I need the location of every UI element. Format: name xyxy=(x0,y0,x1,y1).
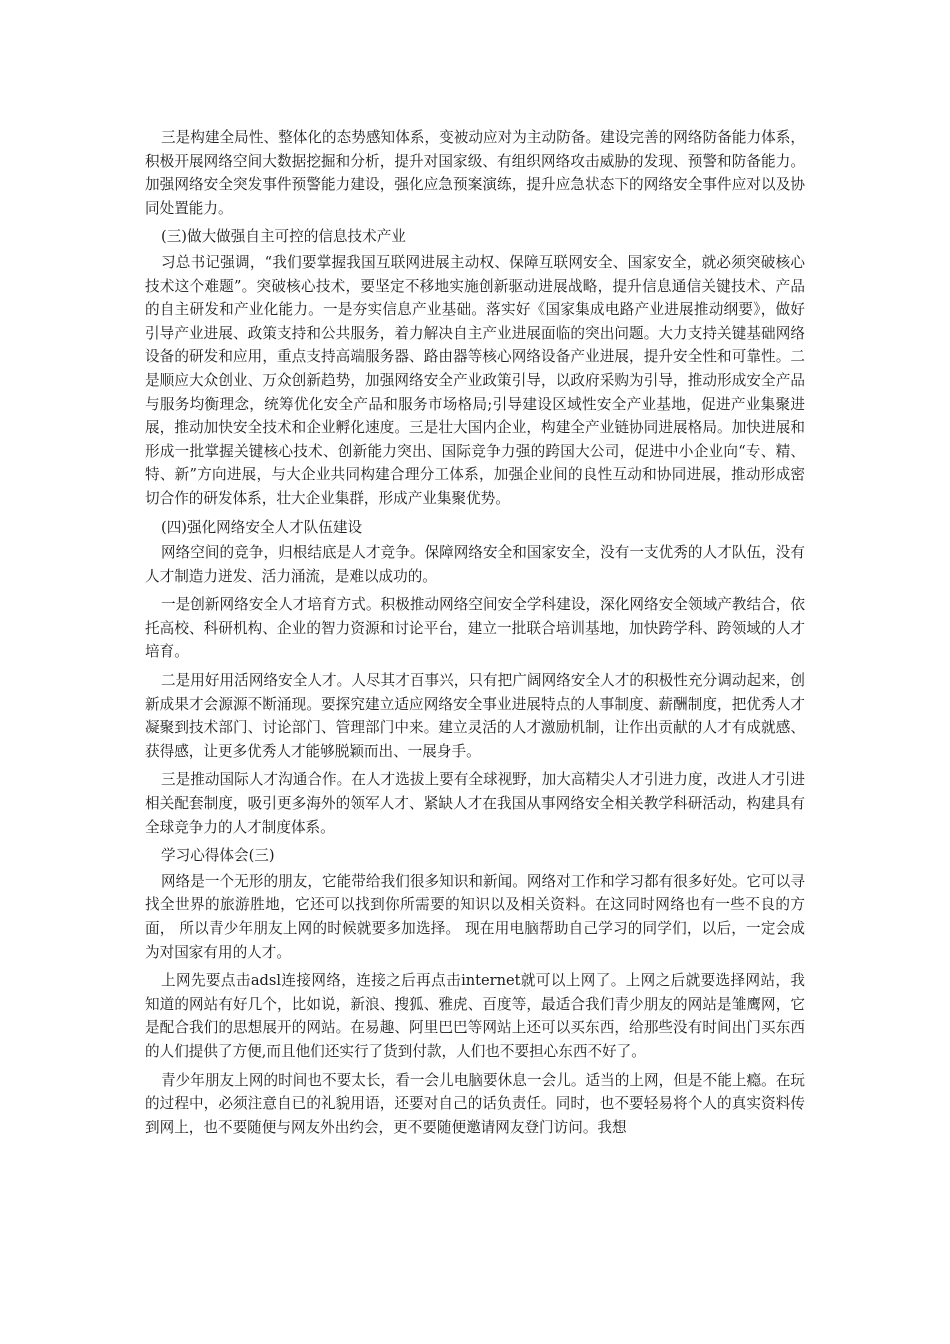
paragraph-going-online: 上网先要点击adsl连接网络，连接之后再点击internet就可以上网了。上网之后就要选择网站，我知道的网站有好几个，比如说，新浪、搜狐、雅虎、百度等，最适合我们青少朋友的网站是雏鹰网，它是配合我们的思想展开的网站。在易趣、阿里巴巴等网站上还可以买东西，给那些没有时间出门买东西的人们提供了方便,而且他们还实行了货到付款，人们也不要担心东西不好了。 xyxy=(145,972,805,1060)
paragraph-talent-training: 一是创新网络安全人才培育方式。积极推动网络空间安全学科建设，深化网络安全领域产教结合，依托高校、科研机构、企业的智力资源和讨论平台，建立一批联合培训基地，加快跨学科、跨领域的人才培育。 xyxy=(145,596,805,661)
paragraph-talent-competition: 网络空间的竞争，归根结底是人才竞争。保障网络安全和国家安全，没有一支优秀的人才队伍，没有人才制造力迸发、活力涌流，是难以成功的。 xyxy=(145,544,805,585)
document-page xyxy=(145,126,805,1144)
paragraph-talent-usage: 二是用好用活网络安全人才。人尽其才百事兴，只有把广阔网络安全人才的积极性充分调动起来，创新成果才会源源不断涌现。要探究建立适应网络安全事业进展特点的人事制度、薪酬制度，把优秀人才凝聚到技术部门、讨论部门、管理部门中来。建立灵活的人才激励机制，让作出贡献的人才有成就感、获得感，让更多优秀人才能够脱颖而出、一展身手。 xyxy=(145,672,805,760)
section-heading-study-notes-3: 学习心得体会(三) xyxy=(161,847,275,865)
paragraph-international-talent: 三是推动国际人才沟通合作。在人才选拔上要有全球视野，加大高精尖人才引进力度，改进人才引进相关配套制度，吸引更多海外的领军人才、紧缺人才在我国从事网络安全相关教学科研活动，构建具有全球竞争力的人才制度体系。 xyxy=(145,771,805,836)
paragraph-situational-awareness: 三是构建全局性、整体化的态势感知体系，变被动应对为主动防备。建设完善的网络防备能力体系，积极开展网络空间大数据挖掘和分析，提升对国家级、有组织网络攻击威胁的发现、预警和防备能力。加强网络安全突发事件预警能力建设，强化应急预案演练，提升应急状态下的网络安全事件应对以及协同处置能力。 xyxy=(145,129,805,217)
section-heading-it-industry: (三)做大做强自主可控的信息技术产业 xyxy=(161,228,406,246)
paragraph-network-friend: 网络是一个无形的朋友，它能带给我们很多知识和新闻。网络对工作和学习都有很多好处。它可以寻找全世界的旅游胜地，它还可以找到你所需要的知识以及相关资料。在这同时网络也有一些不良的方面， 所以青少年朋友上网的时候就要多加选择。 现在用电脑帮助自己学习的同学们，以后，一定会成为对国家有用的人才。 xyxy=(145,872,805,961)
paragraph-online-time: 青少年朋友上网的时间也不要太长，看一会儿电脑要休息一会儿。适当的上网，但是不能上瘾。在玩的过程中，必须注意自已的礼貌用语，还要对自己的话负责任。同时，也不要轻易将个人的真实资料传到网上，也不要随便与网友外出约会，更不要随便邀请网友登门访问。我想 xyxy=(145,1071,805,1136)
section-heading-talent: (四)强化网络安全人才队伍建设 xyxy=(161,518,363,536)
paragraph-core-technology: 习总书记强调，“我们要掌握我国互联网进展主动权、保障互联网安全、国家安全，就必须突破核心技术这个难题”。突破核心技术，要坚定不移地实施创新驱动进展战略，提升信息通信关键技术、产品的自主研发和产业化能力。一是夯实信息产业基础。落实好《国家集成电路产业进展推动纲要》，做好引导产业进展、政策支持和公共服务，着力解决自主产业进展面临的突出问题。大力支持关键基础网络设备的研发和应用，重点支持高端服务器、路由器等核心网络设备产业进展，提升安全性和可靠性。二是顺应大众创业、万众创新趋势，加强网络安全产业政策引导，以政府采购为引导，推动形成安全产品与服务均衡理念，统筹优化安全产品和服务市场格局;引导建设区域性安全产业基地，促进产业集聚进展，推动加快安全技术和企业孵化速度。三是壮大国内企业，构建全产业链协同进展格局。加快进展和形成一批掌握关键核心技术、创新能力突出、国际竞争力强的跨国大公司，促进中小企业向“专、精、特、新”方向进展，与大企业共同构建合理分工体系，加强企业间的良性互动和协同进展，推动形成密切合作的研发体系，壮大企业集群，形成产业集聚优势。 xyxy=(145,253,805,507)
